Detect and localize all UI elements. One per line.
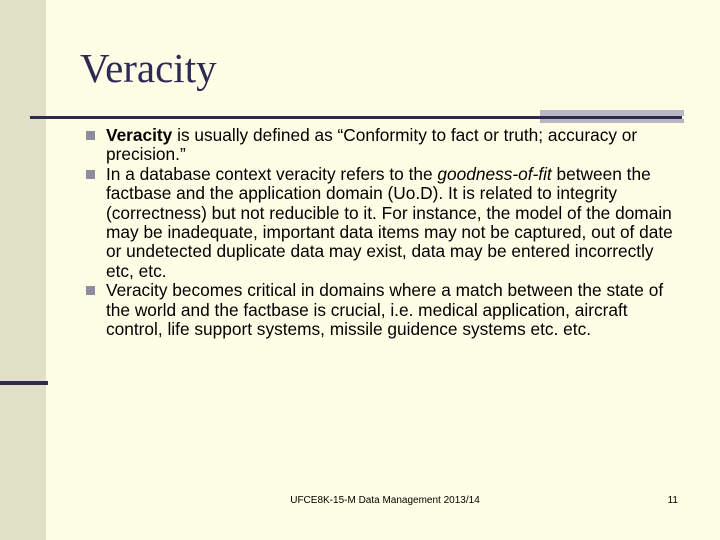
bullet-item	[86, 165, 686, 281]
title-rule-grey-lower	[540, 119, 684, 123]
bullet-item	[86, 281, 686, 339]
side-band	[0, 0, 46, 540]
page-number: 11	[667, 495, 678, 506]
bullet-lead-term: Veracity	[106, 125, 173, 145]
bullet-square-icon	[86, 131, 95, 140]
bullet-emphasis: goodness-of-fit	[437, 163, 552, 184]
bullet-text: is usually defined as “Conformity to fact or truth; accuracy or precision.”	[106, 125, 638, 165]
bullet-square-icon	[86, 286, 95, 295]
slide-title: Veracity	[80, 45, 217, 91]
bullet-list	[86, 126, 686, 339]
side-accent-bar	[0, 381, 48, 385]
bullet-text: between the factbase and the application domain (Uo.D). It is related to integrity (correctness) but not reducible to it. For instance, the model of the domain may be inadequate, important data items may not be captured, out of date or undetected duplicate data may exist, data may be entered incorrectly etc, etc.	[106, 163, 673, 281]
bullet-text: In a database context veracity refers to the	[106, 163, 438, 184]
footer-text: UFCE8K-15-M Data Management 2013/14	[290, 495, 480, 506]
bullet-text: Veracity becomes critical in domains where a match between the state of the world and the factbase is crucial, i.e. medical application, aircraft control, life support systems, missile guidence systems etc. etc.	[106, 280, 664, 340]
bullet-item	[86, 126, 686, 165]
bullet-square-icon	[86, 170, 95, 179]
